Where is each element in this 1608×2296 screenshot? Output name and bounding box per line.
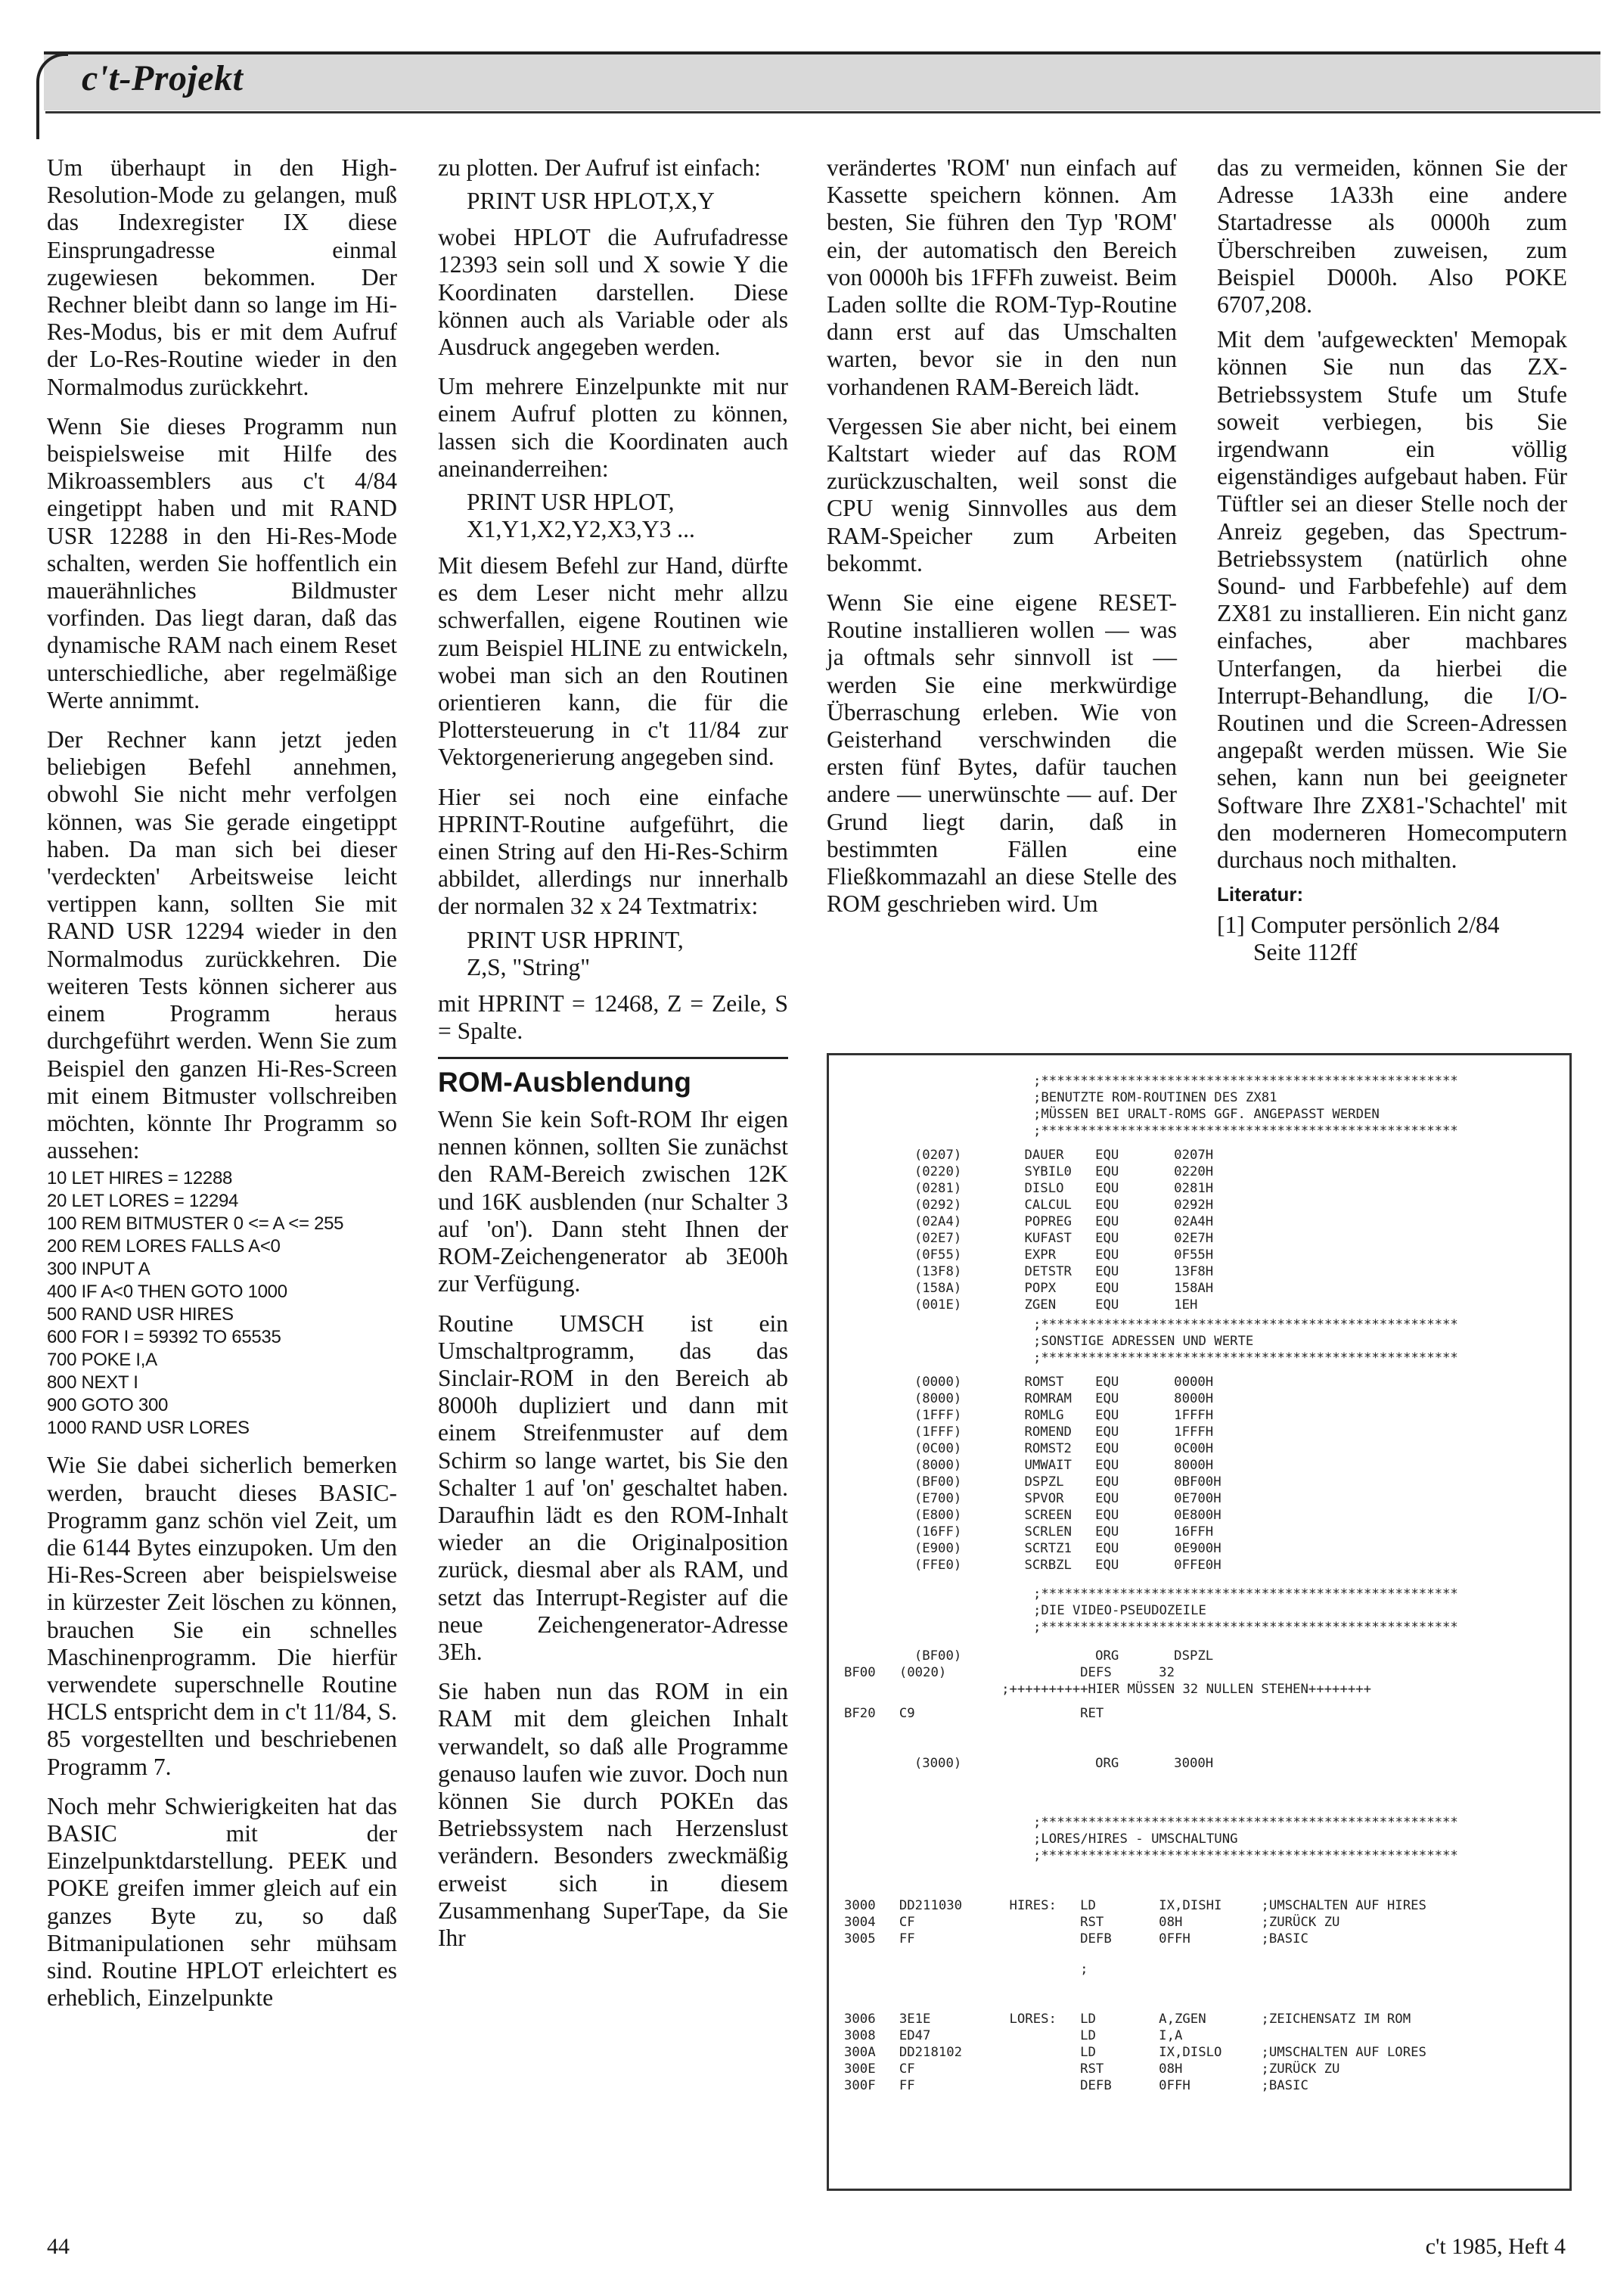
- paragraph: Mit dem 'aufgeweckten' Memopak können Sie nun das ZX-Betriebssystem Stufe um Stufe soweit verbiegen, bis Sie irgendwann ein völlig eigenständiges aufgebaut haben. Für Tüftler sei an dieser Stelle noch der Anreiz gegeben, das Spectrum-Betriebssystem (natürlich ohne Sound- und Farbbefehle) auf dem ZX81 zu installieren. Ein nicht ganz einfaches, aber machbares Unterfangen, da hierbei die Interrupt-Behandlung, die I/O-Routinen und die Screen-Adressen angepaßt werden müssen. Wie Sie sehen, kann nun bei geeigneter Software Ihre ZX81-'Schachtel' mit den moderneren Homecomputern durchaus noch mithalten.: [1217, 326, 1567, 874]
- paragraph: das zu vermeiden, können Sie der Adresse 1A33h eine andere Startadresse als 0000h zum Überschreiben zuweisen, zum Beispiel D000h. Also POKE 6707,208.: [1217, 154, 1567, 318]
- code-line: 100 REM BITMUSTER 0 <= A <= 255: [47, 1213, 344, 1235]
- listing-line: (02A4) POPREG EQU 02A4H: [859, 1214, 1214, 1229]
- listing-line: (13F8) DETSTR EQU 13F8H: [859, 1264, 1214, 1279]
- listing-line: (001E) ZGEN EQU 1EH: [859, 1297, 1198, 1313]
- paragraph: Um mehrere Einzelpunkte mit nur einem Aufruf plotten zu können, lassen sich die Koordinaten auch aneinanderreihen:: [438, 373, 788, 482]
- listing-line: (BF00) DSPZL EQU 0BF00H: [859, 1474, 1222, 1490]
- listing-line: ;LORES/HIRES - UMSCHALTUNG: [1033, 1832, 1238, 1847]
- listing-line: (8000) ROMRAM EQU 8000H: [859, 1391, 1214, 1406]
- listing-line: (8000) UMWAIT EQU 8000H: [859, 1458, 1214, 1473]
- listing-line: (FFE0) SCRBZL EQU 0FFE0H: [859, 1558, 1222, 1573]
- listing-line: 3004 CF RST 08H ;ZURÜCK ZU: [844, 1915, 1340, 1930]
- listing-line: (16FF) SCRLEN EQU 16FFH: [859, 1524, 1214, 1539]
- paragraph: Wenn Sie dieses Programm nun beispielsweise mit Hilfe des Mikroassemblers aus c't 4/84 eingetippt haben und mit RAND USR 12288 in den Hi-Res-Mode schalten, werden Sie hoffentlich ein mauerähnliches Bildmuster vorfinden. Das liegt daran, daß das dynamische RAM nach einem Reset unterschiedliche, aber regelmäßige Werte annimmt.: [47, 412, 397, 713]
- listing-line: (BF00) ORG DSPZL: [859, 1648, 1214, 1664]
- listing-line: (E800) SCREEN EQU 0E800H: [859, 1508, 1222, 1523]
- listing-line: (E700) SPVOR EQU 0E700H: [859, 1491, 1222, 1506]
- paragraph: Der Rechner kann jetzt jeden beliebigen Befehl annehmen, obwohl Sie nicht mehr verfolgen können, was Sie gerade eingetippt haben. Da man sich bei dieser 'verdeckten' Arbeitsweise leicht vertippen kann, sollten Sie mit RAND USR 12294 wieder in den Normalmodus zurückkehren. Die weiteren Tests können sicherer aus einem Programm heraus durchgeführt werden. Wenn Sie zum Beispiel den ganzen Hi-Res-Screen mit einem Bitmuster vollschreiben möchten, könnte Ihr Programm so aussehen:: [47, 726, 397, 1164]
- column-1: [47, 154, 397, 2012]
- column-2: [438, 154, 788, 1952]
- paragraph: Wenn Sie eine eigene RESET-Routine installieren wollen — was ja oftmals sehr sinnvoll ist — werden Sie eine merkwürdige Überraschung erleben. Wie von Geisterhand verschwinden die ersten fünf Bytes, dafür tauchen andere — unerwünschte — auf. Der Grund liegt darin, daß in bestimmten Fällen eine Fließkommazahl an diese Stelle des ROM geschrieben wird. Um: [827, 589, 1177, 918]
- listing-line: (0281) DISLO EQU 0281H: [859, 1181, 1214, 1196]
- code-line: 20 LET LORES = 12294: [47, 1191, 239, 1212]
- command-line: X1,Y1,X2,Y2,X3,Y3 ...: [467, 516, 695, 543]
- listing-line: 3008 ED47 LD I,A: [844, 2028, 1183, 2043]
- code-line: 600 FOR I = 59392 TO 65535: [47, 1327, 281, 1348]
- listing-line: (0C00) ROMST2 EQU 0C00H: [859, 1441, 1214, 1456]
- paragraph: wobei HPLOT die Aufrufadresse 12393 sein soll und X sowie Y die Koordinaten darstellen. Diese können auch als Variable oder als Ausdruck angegeben werden.: [438, 224, 788, 361]
- code-line: 500 RAND USR HIRES: [47, 1304, 234, 1325]
- page-number: 44: [47, 2234, 70, 2259]
- listing-line: ;SONSTIGE ADRESSEN UND WERTE: [1033, 1334, 1254, 1349]
- paragraph: zu plotten. Der Aufruf ist einfach:: [438, 154, 761, 181]
- listing-line: 3006 3E1E LORES: LD A,ZGEN ;ZEICHENSATZ IM ROM: [844, 2012, 1411, 2027]
- listing-line: ;*****************************************************: [1033, 1317, 1458, 1332]
- listing-line: BF20 C9 RET: [844, 1706, 1104, 1721]
- issue-reference: c't 1985, Heft 4: [1425, 2234, 1566, 2259]
- listing-line: ;: [844, 1962, 1088, 1977]
- command-example: [467, 188, 788, 215]
- code-line: 700 POKE I,A: [47, 1350, 157, 1371]
- listing-line: (0220) SYBIL0 EQU 0220H: [859, 1164, 1214, 1179]
- listing-line: ;*****************************************************: [1033, 1586, 1458, 1602]
- paragraph: Routine UMSCH ist ein Umschaltprogramm, das das Sinclair-ROM in den Bereich ab 8000h dupliziert und dann mit einem Streifenmuster auf dem Schirm so lange wartet, bis Sie den Schalter 1 auf 'on' geschaltet haben. Daraufhin lädt es den ROM-Inhalt wieder an die Originalposition zurück, diesmal aber als RAM, und setzt das Interrupt-Register auf die neue Zeichengenerator-Adresse 3Eh.: [438, 1310, 788, 1665]
- paragraph: verändertes 'ROM' nun einfach auf Kassette speichern können. Am besten, Sie führen den Typ 'ROM' ein, der automatisch den Bereich von 0000h bis 1FFFh zuweist. Beim Laden sollte die ROM-Typ-Routine dann erst auf das Umschalten warten, bevor sie in den nun vorhandenen RAM-Bereich lädt.: [827, 154, 1177, 400]
- code-line: 900 GOTO 300: [47, 1395, 169, 1416]
- listing-line: ;*****************************************************: [1033, 1815, 1458, 1830]
- literature-heading: Literatur:: [1217, 883, 1304, 906]
- listing-line: 300A DD218102 LD IX,DISLO ;UMSCHALTEN AUF LORES: [844, 2045, 1426, 2060]
- listing-line: (0292) CALCUL EQU 0292H: [859, 1198, 1214, 1213]
- basic-listing: [47, 1167, 397, 1440]
- listing-line: ;MÜSSEN BEI URALT-ROMS GGF. ANGEPASST WERDEN: [1033, 1107, 1380, 1122]
- paragraph: Hier sei noch eine einfache HPRINT-Routine aufgeführt, die einen String auf den Hi-Res-Schirm abbildet, allerdings nur innerhalb der normalen 32 x 24 Textmatrix:: [438, 783, 788, 920]
- header-band: [44, 51, 1600, 110]
- listing-line: ;++++++++++HIER MÜSSEN 32 NULLEN STEHEN++++++++: [844, 1682, 1372, 1697]
- listing-line: (E900) SCRTZ1 EQU 0E900H: [859, 1541, 1222, 1556]
- listing-line: ;*****************************************************: [1033, 1073, 1458, 1089]
- command-line: PRINT USR HPRINT,: [467, 926, 684, 953]
- paragraph: Vergessen Sie aber nicht, bei einem Kaltstart wieder auf das ROM zurückzuschalten, weil sonst die CPU wenig Sinnvolles aus dem RAM-Speicher zum Arbeiten bekommt.: [827, 412, 1177, 576]
- code-line: 800 NEXT I: [47, 1372, 138, 1393]
- paragraph: Wie Sie dabei sicherlich bemerken werden, braucht dieses BASIC-Programm ganz schön viel Zeit, um die 6144 Bytes einzupoken. Um den Hi-Res-Screen aber beispielsweise in kürzester Zeit löschen zu können, brauchen Sie ein schnelles Maschinenprogramm. Die hierfür verwendete superschnelle Routine HCLS entspricht dem in c't 11/84, S. 85 vorgestellten und beschriebenen Programm 7.: [47, 1452, 397, 1780]
- command-line: Z,S, "String": [467, 953, 591, 980]
- listing-line: (0000) ROMST EQU 0000H: [859, 1375, 1214, 1390]
- listing-line: 300F FF DEFB 0FFH ;BASIC: [844, 2078, 1308, 2093]
- listing-line: (02E7) KUFAST EQU 02E7H: [859, 1231, 1214, 1246]
- code-line: 200 REM LORES FALLS A<0: [47, 1236, 281, 1257]
- listing-line: (0207) DAUER EQU 0207H: [859, 1148, 1214, 1163]
- listing-line: (3000) ORG 3000H: [859, 1756, 1214, 1771]
- literature-item-page: Seite 112ff: [1253, 939, 1358, 966]
- paragraph: Sie haben nun das ROM in ein RAM mit dem gleichen Inhalt verwandelt, so daß alle Programme genauso laufen wie zuvor. Doch nun können Sie durch POKEn das Betriebssystem nach Herzenslust verändern. Besonders zweckmäßig erweist sich in diesem Zusammenhang SuperTape, da Sie Ihr: [438, 1678, 788, 1951]
- section-heading: ROM-Ausblendung: [438, 1057, 788, 1098]
- listing-line: (1FFF) ROMEND EQU 1FFFH: [859, 1425, 1214, 1440]
- listing-line: (158A) POPX EQU 158AH: [859, 1281, 1214, 1296]
- code-line: 300 INPUT A: [47, 1259, 151, 1280]
- listing-line: ;BENUTZTE ROM-ROUTINEN DES ZX81: [1033, 1090, 1277, 1105]
- listing-line: (0F55) EXPR EQU 0F55H: [859, 1247, 1214, 1263]
- header-decoration: [36, 53, 68, 139]
- section-header-title: c't-Projekt: [82, 58, 244, 98]
- command-example: [467, 927, 788, 981]
- column-4: [1217, 154, 1567, 967]
- listing-line: ;*****************************************************: [1033, 1620, 1458, 1635]
- listing-line: ;*****************************************************: [1033, 1848, 1458, 1863]
- paragraph: Noch mehr Schwierigkeiten hat das BASIC mit der Einzelpunktdarstellung. PEEK und POKE greifen immer gleich auf ein ganzes Byte zu, so daß Bitmanipulationen sehr mühsam sind. Routine HPLOT erleichtert es erheblich, Einzelpunkte: [47, 1792, 397, 2012]
- command-line: PRINT USR HPLOT,X,Y: [467, 188, 715, 215]
- listing-line: ;*****************************************************: [1033, 1123, 1458, 1139]
- assembler-listing: [827, 1053, 1572, 2191]
- code-line: 1000 RAND USR LORES: [47, 1418, 250, 1439]
- paragraph: Mit diesem Befehl zur Hand, dürfte es dem Leser nicht mehr allzu schwerfallen, eigene Routinen wie zum Beispiel HLINE zu entwickeln, wobei man sich an den Routinen orientieren kann, die für die Plottersteuerung in c't 11/84 zur Vektorgenerierung angegeben sind.: [438, 552, 788, 771]
- code-line: 400 IF A<0 THEN GOTO 1000: [47, 1282, 287, 1303]
- literature-item: [1] Computer persönlich 2/84: [1217, 912, 1500, 939]
- listing-line: ;*****************************************************: [1033, 1350, 1458, 1365]
- paragraph: mit HPRINT = 12468, Z = Zeile, S = Spalte.: [438, 990, 788, 1044]
- listing-line: 3005 FF DEFB 0FFH ;BASIC: [844, 1931, 1308, 1946]
- listing-line: ;DIE VIDEO-PSEUDOZEILE: [1033, 1603, 1206, 1618]
- command-example: [467, 489, 788, 543]
- listing-line: 3000 DD211030 HIRES: LD IX,DISHI ;UMSCHALTEN AUF HIRES: [844, 1898, 1426, 1913]
- code-line: 10 LET HIRES = 12288: [47, 1168, 233, 1189]
- listing-line: (1FFF) ROMLG EQU 1FFFH: [859, 1408, 1214, 1423]
- listing-line: 300E CF RST 08H ;ZURÜCK ZU: [844, 2061, 1340, 2077]
- command-line: PRINT USR HPLOT,: [467, 489, 675, 516]
- column-3: [827, 154, 1177, 918]
- paragraph: Wenn Sie kein Soft-ROM Ihr eigen nennen können, sollten Sie zunächst den RAM-Bereich zwischen 12K und 16K ausblenden (nur Schalter 3 auf 'on'). Dann steht Ihnen der ROM-Zeichengenerator ab 3E00h zur Verfügung.: [438, 1106, 788, 1297]
- listing-line: BF00 (0020) DEFS 32: [844, 1665, 1175, 1680]
- paragraph: Um überhaupt in den High-Resolution-Mode zu gelangen, muß das Indexregister IX diese Einsprungadresse einmal zugewiesen bekommen. Der Rechner bleibt dann so lange im Hi-Res-Modus, bis er mit dem Aufruf der Lo-Res-Routine wieder in den Normalmodus zurückkehrt.: [47, 154, 397, 400]
